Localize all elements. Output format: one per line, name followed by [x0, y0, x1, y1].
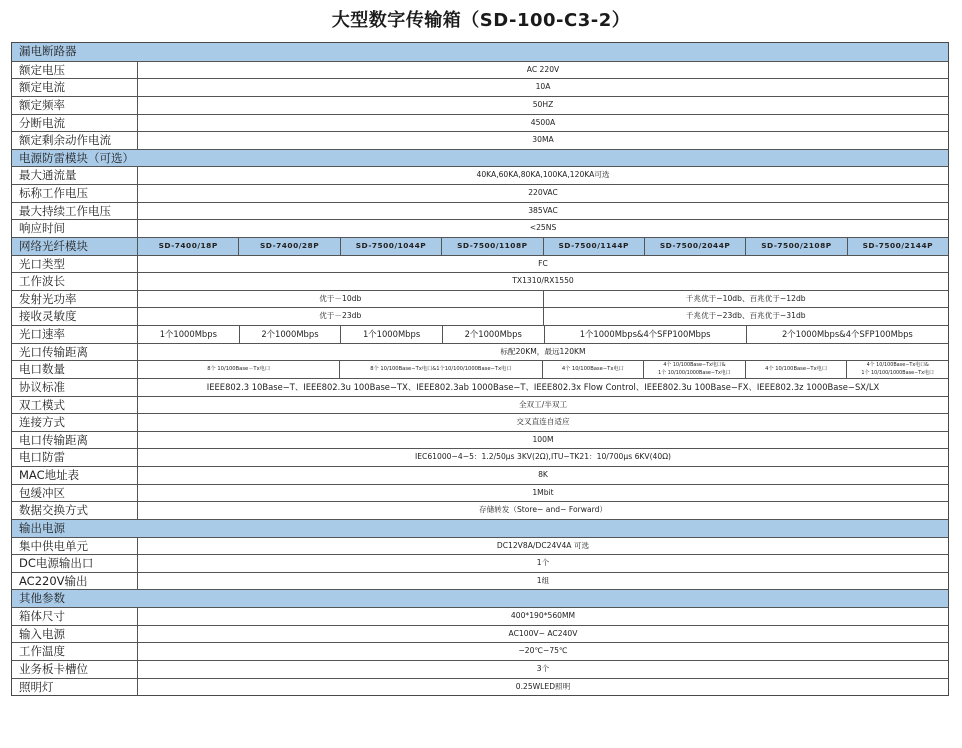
row-value: 30MA	[532, 135, 554, 145]
row-value: TX1310/RX1550	[512, 276, 574, 286]
table-row	[12, 219, 948, 237]
row-value: 优于－10db	[319, 293, 362, 303]
row-label: 光口类型	[12, 256, 138, 273]
section-label: 输出电源	[19, 520, 65, 535]
row-value: 220VAC	[528, 188, 558, 197]
row-value: 全双工/半双工	[518, 399, 568, 409]
row-label: MAC地址表	[12, 467, 138, 484]
row-value: 1个1000Mbps	[340, 326, 442, 343]
row-value: 存储转发（Store− and− Forward）	[478, 505, 607, 515]
table-row	[12, 431, 948, 449]
row-value: 千兆优于−23db、百兆优于−31db	[543, 308, 949, 325]
table-row	[12, 166, 948, 184]
row-value: 1个	[536, 558, 550, 568]
section-header-fiber	[12, 237, 948, 255]
table-row	[12, 78, 948, 96]
row-value: 10A	[535, 82, 551, 92]
row-value: 1Mbit	[532, 487, 554, 497]
row-value: 2个1000Mbps	[239, 326, 341, 343]
row-label: AC220V输出	[12, 573, 138, 590]
row-label: 发射光功率	[12, 291, 138, 308]
table-row	[12, 537, 948, 555]
row-value: DC12V8A/DC24V4A 可选	[496, 540, 590, 550]
table-row	[12, 678, 948, 696]
table-row	[12, 413, 948, 431]
table-row	[12, 114, 948, 132]
row-value: 2个1000Mbps	[442, 326, 544, 343]
model-header: SD-7500/1108P	[441, 238, 542, 255]
row-value: 1个1000Mbps&4个SFP100Mbps	[544, 326, 746, 343]
row-value: FC	[538, 258, 548, 268]
row-value: 400*190*560MM	[510, 611, 576, 620]
row-label: 电口防雷	[12, 449, 138, 466]
row-label: 集中供电单元	[12, 538, 138, 555]
row-label: 电口传输距离	[12, 432, 138, 449]
table-row	[12, 448, 948, 466]
row-label: 额定剩余动作电流	[12, 132, 138, 149]
section-header-power-out	[12, 519, 948, 537]
row-value: 1个1000Mbps	[159, 329, 217, 339]
row-label: 输入电源	[12, 626, 138, 643]
row-value: 4500A	[530, 117, 556, 127]
table-row	[12, 554, 948, 572]
row-value: 标配20KM，最远120KM	[500, 346, 586, 356]
row-label: 额定电流	[12, 79, 138, 96]
row-value: 0.25WLED照明	[515, 681, 571, 691]
row-value: IEC61000−4−5：1.2/50μs 3KV(2Ω),ITU−TK21：10/700μs 6KV(40Ω)	[415, 452, 671, 462]
table-row	[12, 501, 948, 519]
table-row	[12, 325, 948, 343]
row-value: −20℃−75℃	[518, 646, 568, 656]
row-value: AC 220V	[526, 64, 560, 74]
row-value: 8K	[538, 470, 548, 479]
row-value: 2个1000Mbps&4个SFP100Mbps	[746, 326, 948, 343]
row-label: 箱体尺寸	[12, 608, 138, 625]
model-header: SD-7400/28P	[238, 238, 339, 255]
table-row	[12, 184, 948, 202]
table-row	[12, 61, 948, 79]
row-value: 优于－23db	[319, 311, 362, 321]
table-row	[12, 96, 948, 114]
row-value: 千兆优于−10db、百兆优于−12db	[543, 291, 949, 308]
row-label: 光口速率	[12, 326, 138, 343]
table-row	[12, 131, 948, 149]
row-value: 4个 10/100Base−Tx电口	[542, 361, 644, 378]
row-label: 最大通流量	[12, 167, 138, 184]
table-row	[12, 607, 948, 625]
row-value: IEEE802.3 10Base−T、IEEE802.3u 100Base−TX、IEEE802.3ab 1000Base−T、IEEE802.3x Flow Control、IEEE802.3u 100Base−FX、IEEE802.3z 1000Base−SX/LX	[206, 381, 880, 392]
model-header: SD-7500/1144P	[543, 238, 644, 255]
row-label: 光口传输距离	[12, 344, 138, 361]
table-row	[12, 272, 948, 290]
page-title: 大型数字传输箱（SD-100-C3-2）	[331, 10, 631, 31]
model-header: SD-7500/2044P	[644, 238, 745, 255]
row-value: 385VAC	[528, 205, 558, 215]
row-label: 分断电流	[12, 115, 138, 132]
row-value-line: 4个 10/100Base−Tx电口&	[866, 362, 929, 369]
row-value-line: 1个 10/100/1000Base−Tx电口	[658, 369, 731, 376]
row-value: 50HZ	[532, 99, 554, 109]
row-value-line: 1个 10/100/1000Base−Tx电口	[861, 369, 934, 376]
row-value: 4个 10/100Base−Tx电口	[745, 361, 847, 378]
row-label: 接收灵敏度	[12, 308, 138, 325]
row-value: 100M	[532, 434, 554, 444]
section-header-surge	[12, 149, 948, 167]
row-label: 双工模式	[12, 397, 138, 414]
row-value	[643, 361, 745, 378]
section-label: 网络光纤模块	[12, 238, 138, 255]
section-label: 其他参数	[19, 591, 65, 606]
row-value: AC100V− AC240V	[508, 628, 578, 638]
row-value-line: 4个 10/100Base−Tx电口&	[663, 362, 726, 369]
row-value: <25NS	[529, 223, 557, 233]
row-value: 8个 10/100Base−Tx电口&1个10/100/1000Base−Tx电口	[339, 361, 541, 378]
table-row	[12, 642, 948, 660]
model-header: SD-7500/2108P	[745, 238, 846, 255]
table-row	[12, 572, 948, 590]
row-label: 协议标准	[12, 379, 138, 396]
row-label: 额定电压	[12, 62, 138, 79]
row-label: 工作波长	[12, 273, 138, 290]
section-header-breaker	[12, 43, 948, 61]
section-label: 漏电断路器	[19, 44, 77, 58]
table-row	[12, 396, 948, 414]
row-value: 8个 10/100Base－Tx电口	[207, 366, 271, 373]
table-row	[12, 255, 948, 273]
row-label: 额定频率	[12, 97, 138, 114]
table-row	[12, 343, 948, 361]
spec-table	[11, 42, 949, 696]
row-label: 标称工作电压	[12, 185, 138, 202]
model-header: SD-7500/1044P	[340, 238, 441, 255]
row-label: 业务板卡槽位	[12, 661, 138, 678]
row-value: 3个	[536, 663, 550, 673]
row-label: 电口数量	[12, 361, 138, 378]
row-label: 最大持续工作电压	[12, 203, 138, 220]
table-row	[12, 202, 948, 220]
table-row	[12, 378, 948, 396]
row-label: 照明灯	[12, 679, 138, 696]
row-value: 1组	[536, 575, 550, 585]
table-row	[12, 484, 948, 502]
model-header: SD-7400/18P	[158, 240, 218, 250]
section-header-other	[12, 589, 948, 607]
table-row	[12, 660, 948, 678]
table-row	[12, 307, 948, 325]
table-row	[12, 466, 948, 484]
row-value	[846, 361, 948, 378]
row-value: 交叉直连自适应	[516, 417, 570, 427]
row-label: 连接方式	[12, 414, 138, 431]
table-row	[12, 290, 948, 308]
section-label: 电源防雷模块（可选）	[19, 150, 134, 165]
row-value: 40KA,60KA,80KA,100KA,120KA可选	[476, 170, 610, 180]
row-label: 响应时间	[12, 220, 138, 237]
table-row	[12, 360, 948, 378]
table-row	[12, 625, 948, 643]
model-header: SD-7500/2144P	[847, 238, 948, 255]
row-label: DC电源输出口	[12, 555, 138, 572]
row-label: 包缓冲区	[12, 485, 138, 502]
row-label: 工作温度	[12, 643, 138, 660]
row-label: 数据交换方式	[12, 502, 138, 519]
